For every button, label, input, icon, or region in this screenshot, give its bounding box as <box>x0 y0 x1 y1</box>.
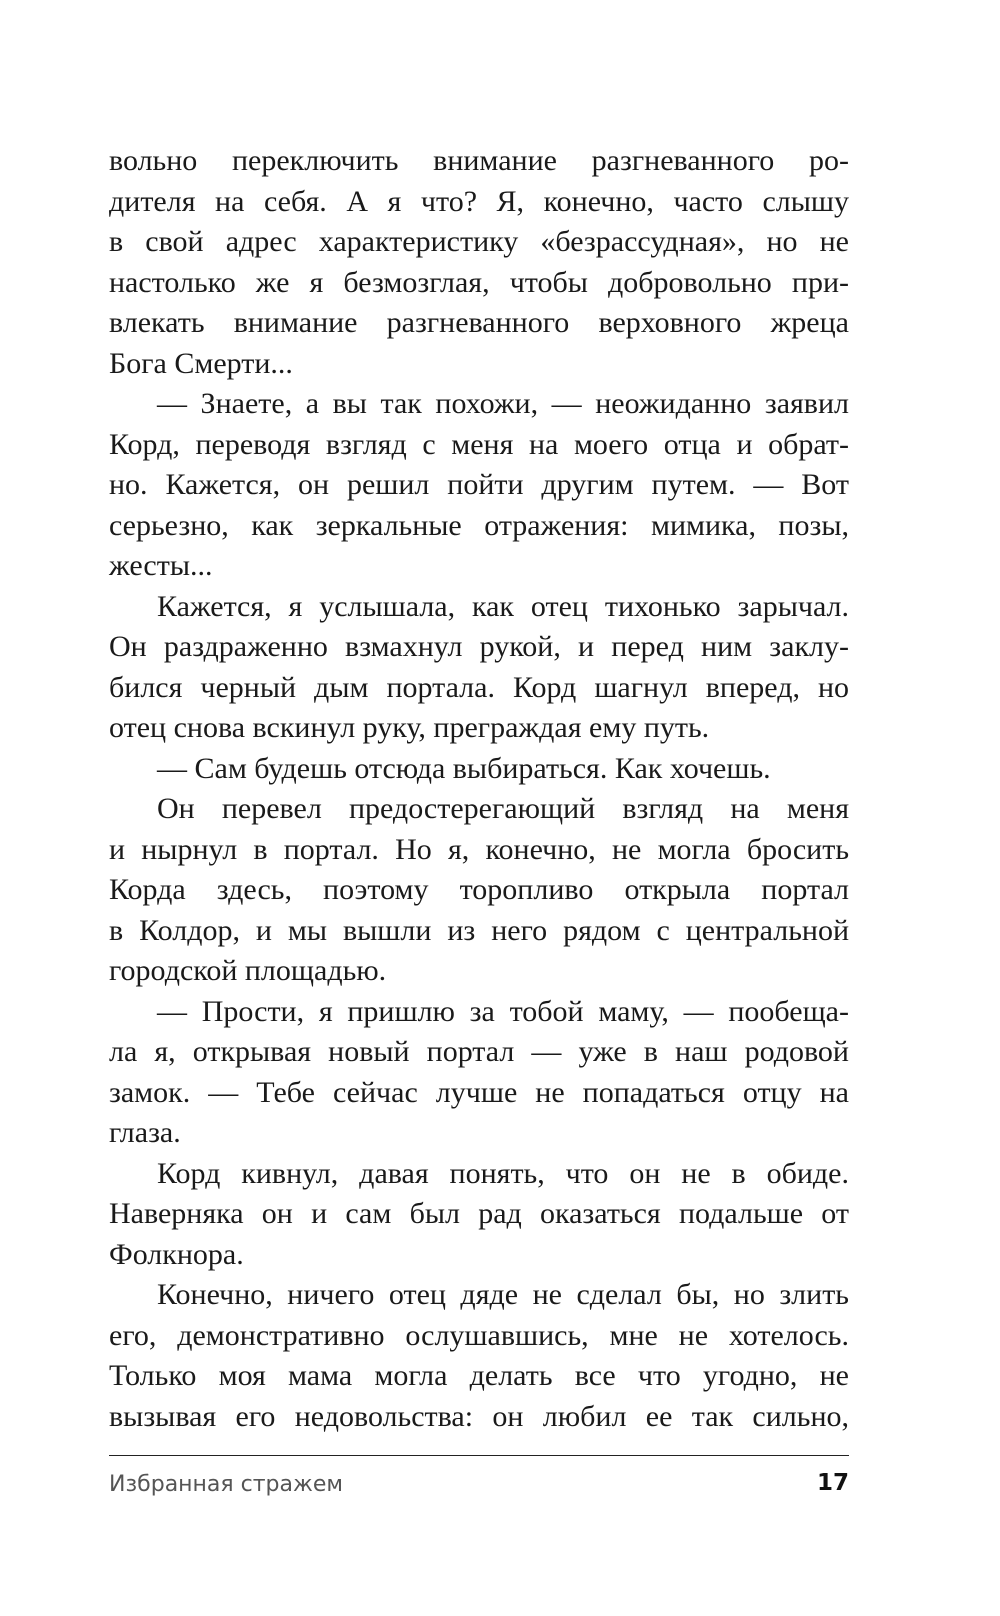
text-line: Корд кивнул, давая понять, что он не в обиде. <box>157 1156 849 1190</box>
text-line: городской площадью. <box>109 954 387 987</box>
text-line: Бога Смерти... <box>109 346 293 380</box>
text-line: Кажется, я услышала, как отец тихонько зарычал. <box>157 589 849 623</box>
text-line: Он раздраженно взмахнул рукой, и перед ним заклу- <box>109 630 849 663</box>
text-line: но. Кажется, он решил пойти другим путем. — Вот <box>109 468 849 501</box>
text-line: и нырнул в портал. Но я, конечно, не могла бросить <box>109 832 849 866</box>
page-number: 17 <box>816 1470 849 1496</box>
text-line: в свой адрес характеристику «безрассудная», но не <box>109 225 849 258</box>
text-line: — Знаете, а вы так похожи, — неожиданно заявил <box>157 387 849 420</box>
text-line: Наверняка он и сам был рад оказаться подальше от <box>109 1197 849 1230</box>
text-line: ла я, открывая новый портал — уже в наш родовой <box>109 1035 849 1068</box>
body-text <box>109 141 849 1437</box>
text-line: — Прости, я пришлю за тобой маму, — пообеща- <box>157 994 849 1028</box>
text-line: Фолкнора. <box>109 1237 244 1271</box>
text-line: его, демонстративно ослушавшись, мне не хотелось. <box>109 1318 849 1352</box>
text-line: замок. — Тебе сейчас лучше не попадаться отцу на <box>109 1075 849 1109</box>
text-line: отец снова вскинул руку, преграждая ему путь. <box>109 711 710 744</box>
text-line: в Колдор, и мы вышли из него рядом с центральной <box>109 913 849 947</box>
text-line: жесты... <box>109 549 213 582</box>
text-line: бился черный дым портала. Корд шагнул вперед, но <box>109 670 849 704</box>
text-line: Только моя мама могла делать все что угодно, не <box>109 1359 849 1392</box>
text-line: Корда здесь, поэтому торопливо открыла портал <box>109 873 849 906</box>
text-line: настолько же я безмозглая, чтобы добровольно при- <box>109 265 849 299</box>
footer-divider <box>109 1455 849 1456</box>
running-footer-title: Избранная стражем <box>109 1472 343 1497</box>
text-line: дителя на себя. А я что? Я, конечно, часто слышу <box>109 184 849 218</box>
text-line: серьезно, как зеркальные отражения: мимика, позы, <box>109 508 849 542</box>
text-line: Конечно, ничего отец дяде не сделал бы, но злить <box>157 1278 849 1311</box>
text-line: Корд, переводя взгляд с меня на моего отца и обрат- <box>109 427 849 461</box>
text-line: Он перевел предостерегающий взгляд на меня <box>157 792 849 825</box>
text-line: вольно переключить внимание разгневанного ро- <box>109 144 849 177</box>
text-line: — Сам будешь отсюда выбираться. Как хочешь. <box>157 751 771 785</box>
text-line: влекать внимание разгневанного верховного жреца <box>109 306 849 339</box>
text-line: глаза. <box>109 1116 181 1149</box>
text-line: вызывая его недовольства: он любил ее так сильно, <box>109 1399 849 1433</box>
